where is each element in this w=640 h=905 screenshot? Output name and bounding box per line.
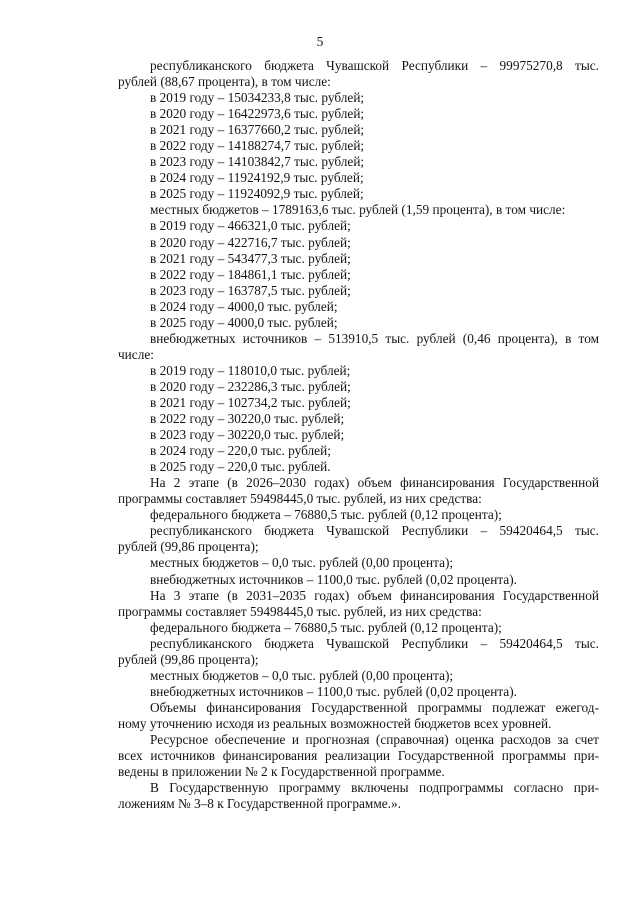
- text-line: Ресурсное обеспечение и прогнозная (справочная) оценка расходов за счет: [150, 731, 599, 747]
- text-line: рублей (88,67 процента), в том числе:: [118, 74, 331, 90]
- text-line: На 3 этапе (в 2031–2035 годах) объем финансирования Государственной: [150, 587, 599, 603]
- text-line: в 2020 году – 422716,7 тыс. рублей;: [150, 234, 351, 250]
- text-line: рублей (99,86 процента);: [118, 651, 259, 667]
- text-line: Объемы финансирования Государственной программы подлежат ежегод-: [150, 699, 599, 715]
- text-line: в 2023 году – 163787,5 тыс. рублей;: [150, 282, 351, 298]
- text-line: всех источников финансирования реализации Государственной программы при-: [118, 748, 599, 764]
- text-line: в 2025 году – 11924092,9 тыс. рублей;: [150, 186, 364, 202]
- text-line: в 2025 году – 4000,0 тыс. рублей;: [150, 314, 338, 330]
- text-line: в 2022 году – 30220,0 тыс. рублей;: [150, 411, 345, 427]
- text-line: местных бюджетов – 1789163,6 тыс. рублей (1,59 процента), в том числе:: [150, 202, 566, 218]
- text-line: республиканского бюджета Чувашской Республики – 99975270,8 тыс.: [150, 58, 599, 73]
- document-body: [118, 58, 599, 812]
- text-line: республиканского бюджета Чувашской Республики – 59420464,5 тыс.: [150, 523, 599, 539]
- text-line: в 2021 году – 16377660,2 тыс. рублей;: [150, 122, 365, 138]
- text-line: в 2019 году – 118010,0 тыс. рублей;: [150, 362, 351, 378]
- text-line: внебюджетных источников – 1100,0 тыс. рублей (0,02 процента).: [150, 683, 517, 699]
- text-line: в 2024 году – 4000,0 тыс. рублей;: [150, 298, 338, 314]
- text-line: в 2019 году – 466321,0 тыс. рублей;: [150, 218, 351, 234]
- text-line: в 2025 году – 220,0 тыс. рублей.: [150, 459, 331, 475]
- text-line: в 2022 году – 14188274,7 тыс. рублей;: [150, 138, 365, 154]
- text-line: в 2022 году – 184861,1 тыс. рублей;: [150, 266, 351, 282]
- text-line: программы составляет 59498445,0 тыс. рублей, из них средства:: [118, 603, 482, 619]
- text-line: в 2020 году – 16422973,6 тыс. рублей;: [150, 106, 365, 122]
- text-line: внебюджетных источников – 513910,5 тыс. рублей (0,46 процента), в том: [150, 330, 599, 346]
- text-line: программы составляет 59498445,0 тыс. рублей, из них средства:: [118, 491, 482, 507]
- text-line: в 2020 году – 232286,3 тыс. рублей;: [150, 378, 351, 394]
- text-line: в 2023 году – 14103842,7 тыс. рублей;: [150, 154, 365, 170]
- text-line: ложениям № 3–8 к Государственной программе.».: [118, 796, 401, 812]
- text-line: На 2 этапе (в 2026–2030 годах) объем финансирования Государственной: [150, 475, 599, 491]
- text-line: местных бюджетов – 0,0 тыс. рублей (0,00 процента);: [150, 555, 454, 571]
- text-line: числе:: [118, 346, 154, 362]
- text-line: республиканского бюджета Чувашской Республики – 59420464,5 тыс.: [150, 635, 599, 651]
- text-line: ведены в приложении № 2 к Государственной программе.: [118, 764, 445, 780]
- text-line: федерального бюджета – 76880,5 тыс. рублей (0,12 процента);: [150, 619, 502, 635]
- text-line: в 2021 году – 102734,2 тыс. рублей;: [150, 394, 351, 410]
- text-line: рублей (99,86 процента);: [118, 539, 259, 555]
- text-line: в 2019 году – 15034233,8 тыс. рублей;: [150, 90, 365, 106]
- text-line: в 2021 году – 543477,3 тыс. рублей;: [150, 250, 351, 266]
- text-line: в 2023 году – 30220,0 тыс. рублей;: [150, 427, 345, 443]
- text-line: в 2024 году – 11924192,9 тыс. рублей;: [150, 170, 364, 186]
- text-line: В Государственную программу включены подпрограммы согласно при-: [150, 780, 599, 796]
- text-line: внебюджетных источников – 1100,0 тыс. рублей (0,02 процента).: [150, 571, 517, 587]
- text-line: в 2024 году – 220,0 тыс. рублей;: [150, 443, 331, 459]
- text-line: местных бюджетов – 0,0 тыс. рублей (0,00 процента);: [150, 667, 454, 683]
- page-number: 5: [316, 34, 324, 49]
- text-line: ному уточнению исходя из реальных возможностей бюджетов всех уровней.: [118, 715, 552, 731]
- text-line: федерального бюджета – 76880,5 тыс. рублей (0,12 процента);: [150, 507, 502, 523]
